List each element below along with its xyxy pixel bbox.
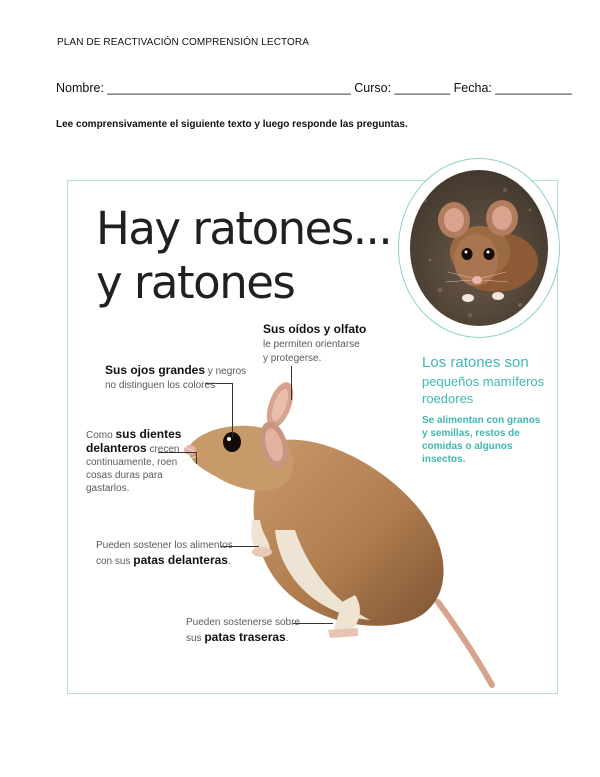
annotation-patas-delanteras-line1: Pueden sostener los alimentos: [96, 540, 233, 551]
annotation-dientes: [86, 428, 181, 495]
infographic-title: [96, 202, 391, 310]
annotation-oidos-line2: y protegerse.: [263, 353, 322, 364]
nombre-field[interactable]: ___________________________________: [107, 81, 351, 95]
annotation-patas-delanteras-pre: con sus: [96, 556, 134, 567]
nombre-label: Nombre:: [56, 81, 104, 95]
annotation-dientes-pre: Como: [86, 430, 116, 441]
fecha-label: Fecha:: [453, 81, 492, 95]
annotation-oidos-bold: Sus oídos y olfato: [263, 322, 367, 336]
leader-oidos: [291, 366, 292, 400]
student-info-line: [56, 81, 572, 95]
annotation-ojos: [105, 363, 246, 393]
annotation-dientes-line5: gastarlos.: [86, 483, 130, 494]
curso-field[interactable]: ________: [394, 81, 451, 95]
title-line-2: y ratones: [96, 256, 295, 309]
annotation-patas-traseras-line1: Pueden sostenerse sobre: [186, 617, 300, 628]
annotation-patas-traseras-bold: patas traseras: [204, 630, 286, 644]
worksheet-header: PLAN DE REACTIVACIÓN COMPRENSIÓN LECTORA: [57, 37, 310, 48]
annotation-patas-delanteras-bold: patas delanteras: [133, 553, 228, 567]
annotation-patas-delanteras-post: .: [227, 556, 231, 567]
annotation-dientes-rest1: crecen: [146, 444, 180, 455]
intro-subtitle: pequeños mamíferos roedores: [422, 374, 545, 406]
intro-title: Los ratones son: [422, 354, 529, 371]
annotation-patas-traseras-post: .: [285, 633, 289, 644]
leader-dientes-v: [196, 452, 197, 464]
annotation-patas-traseras: [186, 616, 300, 646]
instructions: Lee comprensivamente el siguiente texto y luego responde las preguntas.: [56, 119, 408, 130]
annotation-ojos-rest1: y negros: [205, 366, 247, 377]
annotation-ojos-line2: no distinguen los colores: [105, 380, 216, 391]
intro-body: Se alimentan con granos y semillas, restos de comidas o algunos insectos.: [422, 415, 541, 465]
annotation-patas-traseras-pre: sus: [186, 633, 205, 644]
title-line-1: Hay ratones...: [96, 202, 392, 255]
annotation-patas-delanteras: [96, 539, 233, 569]
mouse-photo: [410, 170, 548, 326]
annotation-dientes-line3: continuamente, roen: [86, 457, 178, 468]
annotation-dientes-bold2: delanteros: [86, 441, 147, 455]
annotation-dientes-bold1: sus dientes: [115, 427, 182, 441]
fecha-field[interactable]: ___________: [495, 81, 572, 95]
annotation-dientes-line4: cosas duras para: [86, 470, 163, 481]
curso-label: Curso:: [354, 81, 392, 95]
annotation-oidos-line1: le permiten orientarse: [263, 339, 360, 350]
annotation-ojos-bold: Sus ojos grandes: [105, 363, 206, 377]
annotation-oidos: [263, 322, 366, 366]
